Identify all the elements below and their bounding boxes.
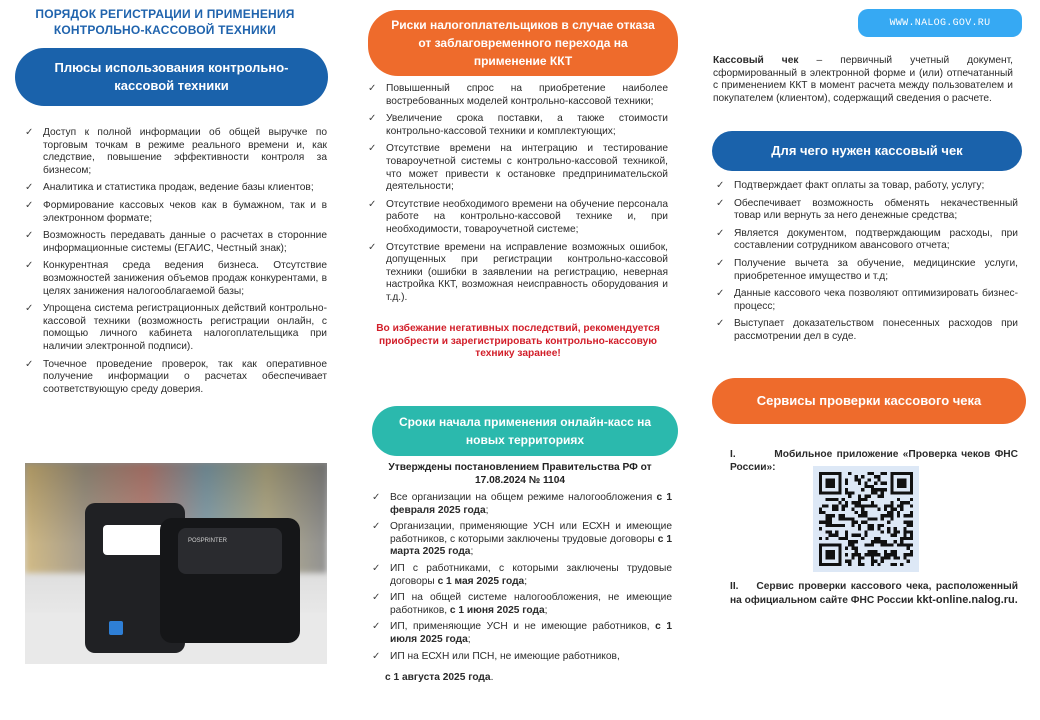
list-item: ✓ Обеспечивает возможность обменять некачественный товар или вернуть за него денежные средства; [716,197,1018,222]
list-item: ✓ ИП, применяющие УСН и не имеющие работников, с 1 июля 2025 года; [372,621,672,645]
list-item: ✓ Все организации на общем режиме налогообложения с 1 февраля 2025 года; [372,492,672,516]
check-icon: ✓ [368,198,377,210]
printer-brand-label: POSPRINTER [188,538,228,544]
terms-heading: Сроки начала применения онлайн-касс на новых территориях [372,406,678,456]
list-item: ✓ Выступает доказательством понесенных расходов при рассмотрении дел в суде. [716,318,1018,342]
check-icon: ✓ [368,113,377,125]
check-icon: ✓ [25,358,34,370]
receipt-purpose-heading: Для чего нужен кассовый чек [712,131,1022,171]
check-icon: ✓ [372,521,381,533]
list-item: ✓ ИП с работниками, с которыми заключены трудовые договоры с 1 мая 2025 года; [372,562,672,587]
list-item: ✓ Повышенный спрос на приобретение наиболее востребованных моделей контрольно-кассовой техники; [368,83,668,107]
list-item: ✓ Конкурентная среда ведения бизнеса. Отсутствие возможностей занижения объемов продаж конкурентами, в целях занижения налогооблагаемой базы; [25,260,327,297]
printer-right-image [160,518,300,643]
warning-text: Во избежание негативных последствий, рекомендуется приобрести и зарегистрировать контрольно-кассовую технику заранее! [376,323,660,360]
list-item: ✓ Является документом, подтверждающим расходы, при составлении сотрудником авансового отчета; [716,227,1018,252]
advantages-heading: Плюсы использования контрольно-кассовой техники [15,48,328,106]
list-item: ✓ Аналитика и статистика продаж, ведение базы клиентов; [25,182,314,194]
list-item: ✓ Точечное проведение проверок, так как оперативное получение информации о расчетах обеспечивает соответствующую среду доверия. [25,358,327,395]
list-item: ✓ Возможность передавать данные о расчетах в сторонние информационные системы (ЕГАИС, Честный знак); [25,230,327,254]
service-website: II. Сервис проверки кассового чека, расположенный на официальном сайте ФНС России kkt-online.nalog.ru. [730,581,1018,606]
check-icon: ✓ [372,650,381,662]
risks-heading: Риски налогоплательщиков в случае отказа от заблаговременного перехода на применение ККТ [368,10,678,76]
check-icon: ✓ [372,621,381,633]
cash-register-photo [25,463,327,664]
website-link[interactable]: WWW.NALOG.GOV.RU [858,9,1022,37]
receipt-purpose-list [716,180,1018,349]
terms-list [372,492,672,667]
list-item: ✓ Увеличение срока поставки, а также стоимости контрольно-кассовой техники и комплектующих; [368,113,668,137]
check-icon: ✓ [716,180,725,191]
check-icon: ✓ [372,492,381,503]
resolution-subtitle: Утверждены постановлением Правительства РФ от 17.08.2024 № 1104 [388,462,652,486]
list-item: ✓ Получение вычета за обучение, медицинские услуги, приобретенное имущество и т.д; [716,257,1018,282]
check-icon: ✓ [25,182,34,194]
list-item: ✓ Формирование кассовых чеков как в бумажном, так и в электронном формате; [25,199,327,224]
check-icon: ✓ [368,83,377,94]
last-term-date: с 1 августа 2025 года. [385,672,494,683]
check-icon: ✓ [716,197,725,209]
service-mobile-app: I. Мобильное приложение «Проверка чеков ФНС России»: [730,449,1018,473]
check-icon: ✓ [25,260,34,272]
check-icon: ✓ [372,592,381,604]
qr-code-icon[interactable] [813,466,919,572]
list-item: ✓ Данные кассового чека позволяют оптимизировать бизнес-процесс; [716,288,1018,312]
check-icon: ✓ [25,303,34,315]
brochure-title: ПОРЯДОК РЕГИСТРАЦИИ И ПРИМЕНЕНИЯ КОНТРОЛЬНО-КАССОВОЙ ТЕХНИКИ [35,7,295,37]
service-website-link[interactable]: kkt-online.nalog.ru. [916,593,1018,606]
advantages-list [25,127,327,401]
check-icon: ✓ [368,143,377,155]
risks-list [368,83,668,310]
check-icon: ✓ [716,318,725,330]
check-icon: ✓ [716,227,725,239]
check-services-heading: Сервисы проверки кассового чека [712,378,1026,424]
receipt-definition: Кассовый чек – первичный учетный документ, сформированный в электронной форме и (или) отпечатанный с применением ККТ в момент расчета между пользователем и покупателем (клиентом), содержащий сведения о расчете. [713,55,1013,104]
list-item: ✓ ИП на общей системе налогообложения, не имеющие работников, с 1 июня 2025 года; [372,592,672,616]
list-item: ✓ Доступ к полной информации об общей выручке по торговым точкам в режиме реального времени и, как следствие, повышение эффективности контроля за бизнесом; [25,127,327,176]
list-item: ✓ Подтверждает факт оплаты за товар, работу, услугу; [716,180,985,191]
list-item: ✓ Упрощена система регистрационных действий контрольно-кассовой техники (возможность регистрации онлайн, с помощью личного кабинета налогоплательщика при наличии электронной подписи). [25,303,327,352]
check-icon: ✓ [25,199,34,211]
check-icon: ✓ [25,230,34,242]
check-icon: ✓ [25,127,34,138]
list-item: ✓ Отсутствие времени на интеграцию и тестирование товароучетной системы с контрольно-кассовой техникой, что может привести к остановке предпринимательской деятельности; [368,143,668,193]
check-icon: ✓ [716,257,725,269]
list-item: ✓ Отсутствие времени на исправление возможных ошибок, допущенных при регистрации контрольно-кассовой техники (ошибки в заявлении на регистрацию, неверная настройка ККТ, возможная неисправность оборудования и т.д.). [368,241,668,303]
check-icon: ✓ [372,562,381,574]
list-item: ✓ Отсутствие необходимого времени на обучение персонала работе на контрольно-кассовой технике и, при необходимости, товароучетной системе; [368,198,668,235]
check-icon: ✓ [716,288,725,300]
list-item: ✓ ИП на ЕСХН или ПСН, не имеющие работников, [372,650,620,662]
list-item: ✓ Организации, применяющие УСН или ЕСХН и имеющие работников, с которыми заключены трудовые договоры с 1 марта 2025 года; [372,521,672,558]
check-icon: ✓ [368,241,377,253]
